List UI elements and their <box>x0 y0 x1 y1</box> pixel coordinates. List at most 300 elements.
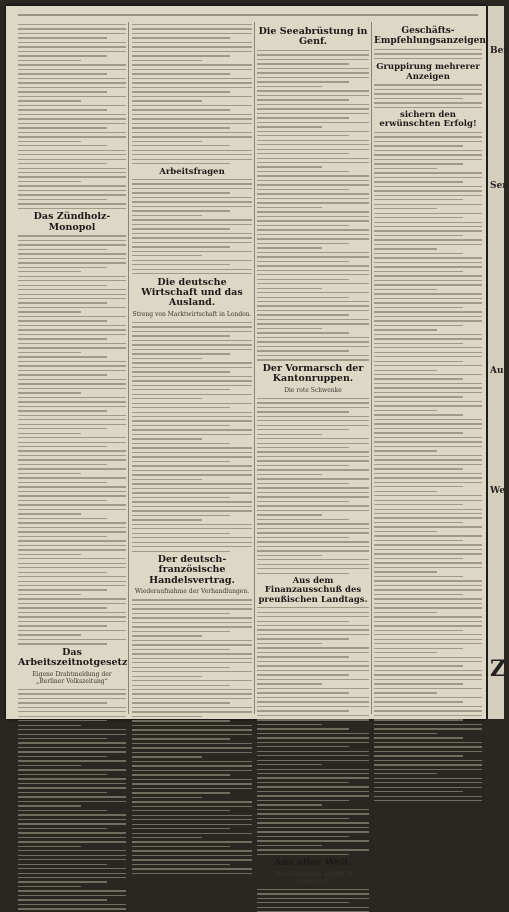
text-line <box>374 706 482 707</box>
text-line <box>257 72 369 73</box>
text-line <box>257 63 349 64</box>
text-line <box>18 873 126 874</box>
text-line <box>18 729 126 730</box>
text-line <box>257 683 322 684</box>
text-line <box>132 394 252 395</box>
text-line <box>132 680 252 681</box>
text-line <box>374 253 463 254</box>
text-line <box>257 831 369 832</box>
text-line <box>132 87 252 88</box>
text-line <box>374 199 463 200</box>
text-line <box>132 837 202 838</box>
text-line <box>18 446 107 447</box>
text-line <box>18 181 81 182</box>
text-line <box>18 379 126 380</box>
text-line <box>132 658 252 659</box>
text-line <box>257 301 369 302</box>
text-line <box>18 756 107 757</box>
strip-text: Au <box>490 366 504 376</box>
text-line <box>132 335 230 336</box>
text-line <box>132 179 252 180</box>
text-line <box>132 470 252 471</box>
text-line <box>18 118 126 119</box>
article-text <box>374 84 482 108</box>
text-line <box>18 285 107 286</box>
text-line <box>18 235 126 236</box>
text-line <box>132 33 252 34</box>
text-line <box>18 634 81 635</box>
text-line <box>374 742 482 743</box>
text-line <box>257 634 369 635</box>
text-line <box>257 86 322 87</box>
text-line <box>374 670 482 671</box>
text-line <box>18 455 126 456</box>
text-line <box>374 195 482 196</box>
text-line <box>18 855 126 856</box>
text-line <box>18 527 126 528</box>
text-line <box>374 365 482 366</box>
article-text <box>374 132 482 802</box>
text-line <box>374 239 482 240</box>
text-line <box>257 158 369 159</box>
text-line <box>18 769 126 770</box>
text-line <box>132 841 252 842</box>
text-line <box>18 203 126 204</box>
text-line <box>257 751 369 752</box>
text-line <box>374 540 463 541</box>
text-line <box>374 150 482 151</box>
text-line <box>132 228 230 229</box>
text-line <box>132 367 252 368</box>
text-line <box>374 49 482 50</box>
text-line <box>18 725 81 726</box>
text-line <box>18 136 126 137</box>
text-line <box>257 487 369 488</box>
text-line <box>374 571 437 572</box>
text-line <box>18 585 126 586</box>
text-line <box>132 497 230 498</box>
text-line <box>132 456 252 457</box>
text-line <box>374 262 482 263</box>
headline-arbeitszeitnotgesetz: Das Arbeitszeitnotgesetz <box>18 646 128 669</box>
text-line <box>18 185 126 186</box>
text-line <box>374 405 482 406</box>
text-line <box>132 159 252 160</box>
text-line <box>18 28 126 29</box>
text-line <box>132 192 230 193</box>
text-line <box>257 559 369 560</box>
text-line <box>18 410 107 411</box>
text-line <box>18 693 126 694</box>
text-line <box>374 387 482 388</box>
text-line <box>18 828 107 829</box>
text-line <box>18 841 126 842</box>
text-line <box>18 734 126 735</box>
text-line <box>257 616 369 617</box>
text-line <box>257 786 369 787</box>
text-line <box>374 410 437 411</box>
text-line <box>18 442 126 443</box>
text-line <box>374 356 482 357</box>
text-line <box>257 402 369 403</box>
text-line <box>257 629 369 630</box>
text-line <box>374 796 482 797</box>
text-line <box>257 99 349 100</box>
text-line <box>374 665 463 666</box>
column-rule <box>371 22 372 714</box>
text-line <box>374 347 482 348</box>
text-line <box>18 316 126 317</box>
text-line <box>18 64 126 65</box>
text-line <box>132 635 202 636</box>
text-line <box>257 818 349 819</box>
text-line <box>18 176 126 177</box>
text-line <box>257 90 369 91</box>
text-line <box>18 51 126 52</box>
headline-vormarsch: Der Vormarsch der Kantonruppen. <box>262 362 364 385</box>
text-line <box>18 437 126 438</box>
text-line <box>18 531 126 532</box>
article-text <box>132 599 252 874</box>
text-line <box>132 819 252 820</box>
text-line <box>132 533 230 534</box>
text-line <box>18 298 126 299</box>
text-line <box>18 388 126 389</box>
text-line <box>257 514 322 515</box>
text-line <box>132 183 252 184</box>
text-line <box>374 473 482 474</box>
text-line <box>257 456 369 457</box>
text-line <box>18 392 81 393</box>
text-line <box>18 415 126 416</box>
text-line <box>257 443 369 444</box>
text-line <box>18 271 81 272</box>
text-line <box>18 774 107 775</box>
text-line <box>257 564 369 565</box>
text-line <box>132 385 252 386</box>
text-line <box>257 451 369 452</box>
text-line <box>132 806 252 807</box>
text-line <box>132 42 252 43</box>
text-line <box>132 403 252 404</box>
text-line <box>132 407 230 408</box>
text-line <box>18 810 107 811</box>
text-line <box>132 389 230 390</box>
text-line <box>374 468 463 469</box>
text-line <box>374 186 482 187</box>
text-line <box>257 701 369 702</box>
text-line <box>257 54 369 55</box>
text-line <box>374 639 482 640</box>
text-line <box>374 567 482 568</box>
text-line <box>257 81 349 82</box>
text-line <box>18 42 126 43</box>
text-line <box>18 850 126 851</box>
text-line <box>374 172 482 173</box>
text-line <box>374 459 482 460</box>
text-line <box>257 265 369 266</box>
text-line <box>18 280 126 281</box>
text-line <box>18 846 81 847</box>
text-line <box>374 316 482 317</box>
text-line <box>132 492 252 493</box>
text-line <box>132 416 252 417</box>
column-rule <box>254 22 255 714</box>
text-line <box>132 91 230 92</box>
text-line <box>132 483 252 484</box>
text-line <box>132 824 252 825</box>
text-line <box>132 747 252 748</box>
text-line <box>374 419 482 420</box>
text-line <box>374 630 463 631</box>
text-line <box>132 725 252 726</box>
text-line <box>18 630 126 631</box>
text-line <box>257 341 369 342</box>
text-line <box>257 175 369 176</box>
text-line <box>374 383 482 384</box>
text-line <box>18 172 126 173</box>
text-line <box>132 698 252 699</box>
text-line <box>257 692 349 693</box>
column-rule <box>128 22 129 714</box>
text-line <box>132 145 230 146</box>
text-line <box>18 262 126 263</box>
text-line <box>257 733 369 734</box>
text-line <box>374 562 482 563</box>
text-line <box>374 531 437 532</box>
text-line <box>132 693 252 694</box>
text-line <box>132 37 230 38</box>
text-line <box>374 159 482 160</box>
text-line <box>18 159 126 160</box>
text-line <box>374 181 463 182</box>
text-line <box>18 908 126 909</box>
text-line <box>257 679 369 680</box>
text-line <box>18 616 126 617</box>
text-line <box>257 359 369 360</box>
text-line <box>132 358 202 359</box>
text-line <box>257 827 369 828</box>
text-line <box>132 873 252 874</box>
text-line <box>374 226 482 227</box>
text-line <box>18 190 126 191</box>
text-line <box>18 589 107 590</box>
text-line <box>18 105 126 106</box>
text-line <box>18 612 126 613</box>
text-line <box>257 728 349 729</box>
text-line <box>132 689 252 690</box>
text-line <box>18 329 126 330</box>
text-line <box>257 104 369 105</box>
text-line <box>132 515 230 516</box>
text-line <box>257 532 369 533</box>
text-line <box>18 199 107 200</box>
text-line <box>18 716 126 717</box>
text-line <box>18 805 81 806</box>
text-line <box>374 733 437 734</box>
text-line <box>257 777 369 778</box>
text-line <box>257 328 322 329</box>
text-line <box>132 465 252 466</box>
text-line <box>132 551 230 552</box>
text-line <box>132 69 252 70</box>
text-line <box>374 648 463 649</box>
text-line <box>374 84 482 85</box>
text-line <box>257 153 349 154</box>
text-line <box>132 201 252 202</box>
text-line <box>374 58 482 59</box>
text-line <box>257 501 349 502</box>
text-line <box>132 78 252 79</box>
text-line <box>257 283 369 284</box>
text-line <box>18 141 81 142</box>
text-line <box>18 890 126 891</box>
text-line <box>18 473 81 474</box>
text-line <box>132 542 252 543</box>
text-line <box>132 136 252 137</box>
text-line <box>18 374 107 375</box>
text-line <box>132 233 252 234</box>
text-line <box>18 895 126 896</box>
text-line <box>18 401 126 402</box>
text-line <box>18 823 126 824</box>
text-line <box>132 197 252 198</box>
text-line <box>257 460 369 461</box>
text-line <box>374 266 482 267</box>
text-line <box>18 249 107 250</box>
text-line <box>132 114 252 115</box>
text-line <box>132 150 252 151</box>
text-line <box>132 833 252 834</box>
strip-text: Z <box>490 656 507 682</box>
text-line <box>374 701 463 702</box>
text-line <box>374 450 437 451</box>
text-line <box>374 724 482 725</box>
ad-subheading: Gruppirung mehrerer Anzeigen <box>376 62 480 83</box>
text-line <box>257 140 369 141</box>
text-line <box>18 720 107 721</box>
text-line <box>257 256 369 257</box>
text-line <box>132 434 252 435</box>
text-line <box>18 554 81 555</box>
text-line <box>257 274 369 275</box>
adjacent-page-strip <box>488 6 509 719</box>
text-line <box>257 737 369 738</box>
text-line <box>132 123 252 124</box>
text-line <box>132 519 202 520</box>
text-line <box>257 643 322 644</box>
text-line <box>132 429 252 430</box>
text-line <box>18 276 126 277</box>
text-line <box>132 617 252 618</box>
text-line <box>257 474 322 475</box>
text-line <box>18 361 126 362</box>
text-line <box>18 82 126 83</box>
text-line <box>257 180 369 181</box>
text-line <box>132 752 252 753</box>
text-line <box>374 688 482 689</box>
text-line <box>374 271 463 272</box>
text-line <box>257 893 369 894</box>
text-line <box>18 495 126 496</box>
text-line <box>132 215 202 216</box>
text-line <box>18 477 126 478</box>
text-line <box>374 102 482 103</box>
newspaper-page <box>6 6 486 885</box>
text-line <box>374 204 482 205</box>
text-line <box>18 253 126 254</box>
text-line <box>374 248 437 249</box>
text-line <box>374 338 482 339</box>
text-line <box>374 585 482 586</box>
text-line <box>374 751 482 752</box>
text-line <box>257 207 322 208</box>
text-line <box>257 184 369 185</box>
text-line <box>18 778 126 779</box>
text-line <box>374 222 482 223</box>
text-line <box>132 546 252 547</box>
text-line <box>374 154 482 155</box>
text-line <box>18 796 126 797</box>
text-line <box>18 536 107 537</box>
text-line <box>257 688 369 689</box>
text-line <box>374 526 482 527</box>
text-line <box>18 572 107 573</box>
text-line <box>257 319 369 320</box>
text-line <box>18 594 81 595</box>
column-3 <box>257 24 369 885</box>
text-line <box>132 868 252 869</box>
text-line <box>18 464 107 465</box>
text-line <box>374 89 482 90</box>
text-line <box>18 91 107 92</box>
text-line <box>18 603 126 604</box>
text-line <box>374 374 482 375</box>
text-line <box>257 773 369 774</box>
text-line <box>18 325 126 326</box>
strip-text: We <box>490 486 506 496</box>
text-line <box>132 188 252 189</box>
text-line <box>257 59 369 60</box>
text-line <box>257 791 369 792</box>
text-line <box>374 343 463 344</box>
text-line <box>132 765 252 766</box>
text-line <box>374 634 482 635</box>
text-line <box>257 234 369 235</box>
text-line <box>132 738 230 739</box>
text-line <box>374 464 482 465</box>
text-line <box>132 28 252 29</box>
text-line <box>374 235 463 236</box>
text-line <box>374 612 437 613</box>
text-line <box>374 486 463 487</box>
text-line <box>132 608 252 609</box>
text-line <box>18 899 107 900</box>
article-text <box>374 49 482 59</box>
article-text <box>257 50 369 361</box>
text-line <box>257 800 349 801</box>
text-line <box>257 225 349 226</box>
text-line <box>18 132 126 133</box>
text-line <box>257 546 369 547</box>
text-line <box>374 710 482 711</box>
text-line <box>132 344 252 345</box>
article-text <box>18 24 126 209</box>
text-line <box>18 792 107 793</box>
text-line <box>132 506 252 507</box>
text-line <box>18 123 126 124</box>
text-line <box>18 783 126 784</box>
